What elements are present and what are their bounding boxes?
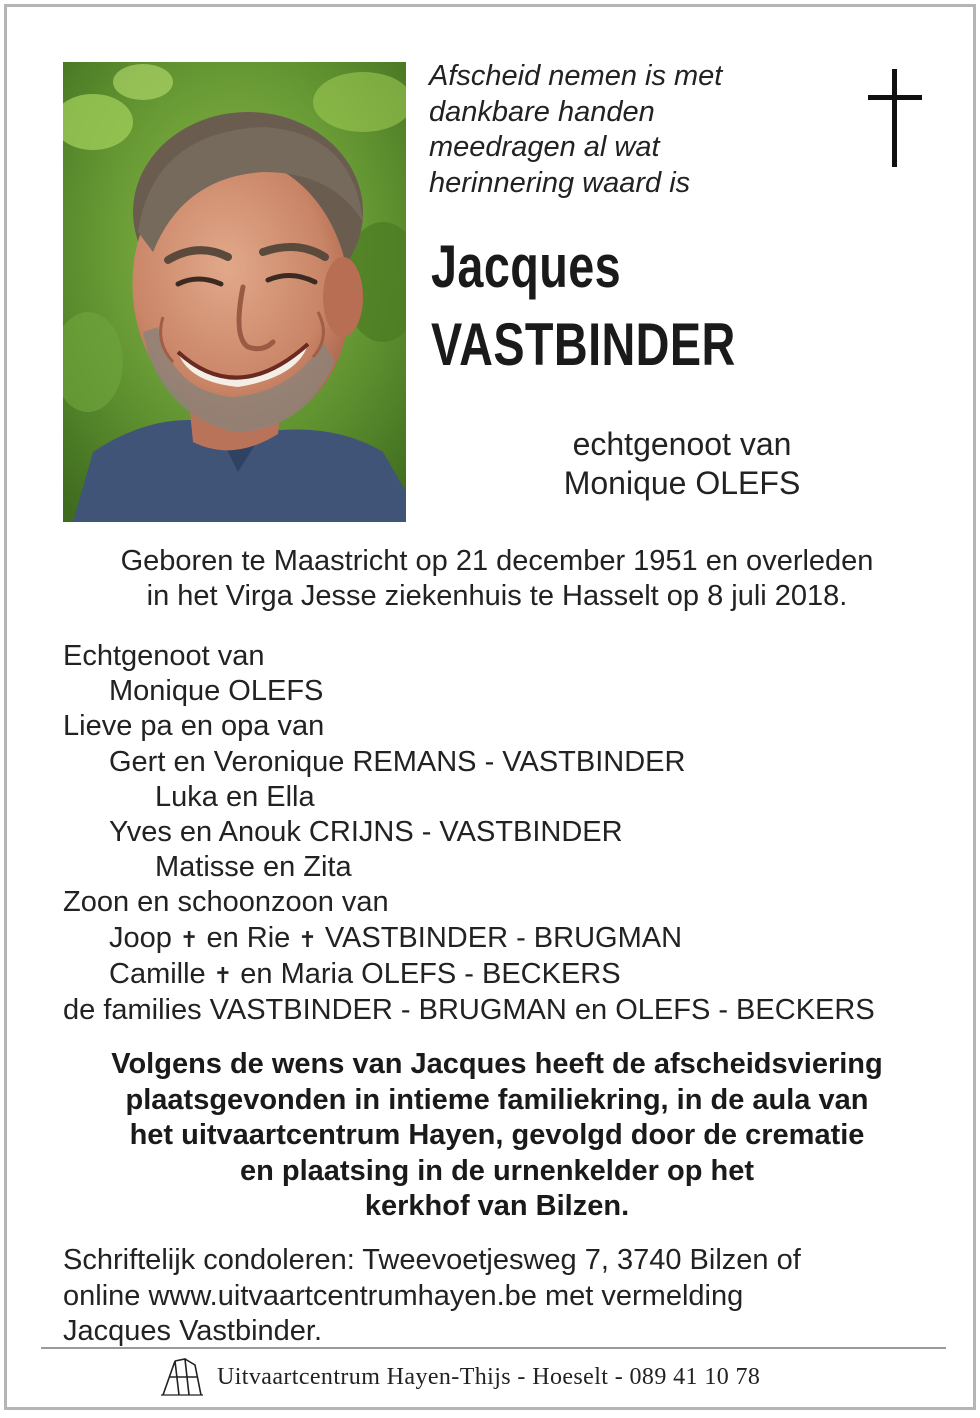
dagger-icon: ✝ (179, 926, 199, 952)
notice-line: en plaatsing in de urnenkelder op het (239, 1154, 755, 1187)
quote-line: Afscheid nemen is met (429, 60, 723, 92)
spouse-heading (447, 425, 917, 503)
parents-entry (63, 957, 943, 993)
quote-line: dankbare handen (429, 95, 655, 128)
funeral-home-footer (159, 1355, 760, 1399)
deceased-first-name: Jacques (431, 233, 622, 300)
child-entry: Gert en Veronique REMANS - VASTBINDER (109, 745, 686, 778)
families-entry: de families VASTBINDER - BRUGMAN en OLEFS - BECKERS (63, 994, 875, 1027)
footer-divider (41, 1347, 946, 1349)
grandchildren-entry: Luka en Ella (155, 780, 315, 813)
quote-line: herinnering waard is (429, 166, 691, 199)
child-entry: Yves en Anouk CRIJNS - VASTBINDER (109, 816, 623, 849)
death-line: in het Virga Jesse ziekenhuis te Hasselt op 8 juli 2018. (146, 580, 848, 612)
notice-line: kerkhof van Bilzen. (364, 1190, 630, 1222)
cross-icon (865, 69, 925, 167)
parent-name: Joop (109, 921, 172, 954)
notice-line: het uitvaartcentrum Hayen, gevolgd door de crematie (129, 1119, 865, 1151)
footer-text: Uitvaartcentrum Hayen-Thijs - Hoeselt - 089 41 10 78 (217, 1363, 761, 1390)
birth-death-info (47, 544, 947, 614)
condolence-line: Jacques Vastbinder. (63, 1315, 323, 1347)
parents-label: Zoon en schoonzoon van (63, 886, 389, 919)
memorial-quote (429, 59, 809, 201)
portrait-photo (63, 62, 406, 522)
obituary-card (4, 4, 976, 1410)
spouse-heading-name: Monique OLEFS (563, 465, 801, 501)
spouse-heading-label: echtgenoot van (572, 426, 792, 462)
dagger-icon: ✝ (213, 962, 233, 988)
parent-name: en Maria OLEFS - BECKERS (240, 957, 621, 990)
funeral-home-logo-icon (159, 1357, 205, 1397)
family-list (63, 639, 943, 1028)
parents-entry (63, 921, 943, 957)
ceremony-notice (47, 1047, 947, 1225)
deceased-last-name: VASTBINDER (431, 311, 736, 378)
notice-line: Volgens de wens van Jacques heeft de afscheidsviering (111, 1048, 883, 1080)
quote-line: meedragen al wat (429, 131, 660, 163)
grandchildren-entry: Matisse en Zita (155, 851, 352, 884)
notice-line: plaatsgevonden in intieme familiekring, in de aula van (125, 1083, 869, 1116)
parent-name: Camille (109, 957, 206, 990)
parent-name: en Rie (206, 921, 291, 954)
children-label: Lieve pa en opa van (63, 710, 325, 743)
spouse-name: Monique OLEFS (109, 675, 324, 708)
dagger-icon: ✝ (298, 926, 317, 952)
condolence-line: online www.uitvaartcentrumhayen.be met vermelding (63, 1279, 744, 1312)
spouse-label: Echtgenoot van (63, 640, 265, 672)
parent-surnames: VASTBINDER - BRUGMAN (324, 921, 683, 954)
condolence-info (63, 1243, 943, 1350)
condolence-line: Schriftelijk condoleren: Tweevoetjesweg 7, 3740 Bilzen of (63, 1244, 801, 1276)
birth-line: Geboren te Maastricht op 21 december 1951 en overleden (120, 545, 874, 577)
